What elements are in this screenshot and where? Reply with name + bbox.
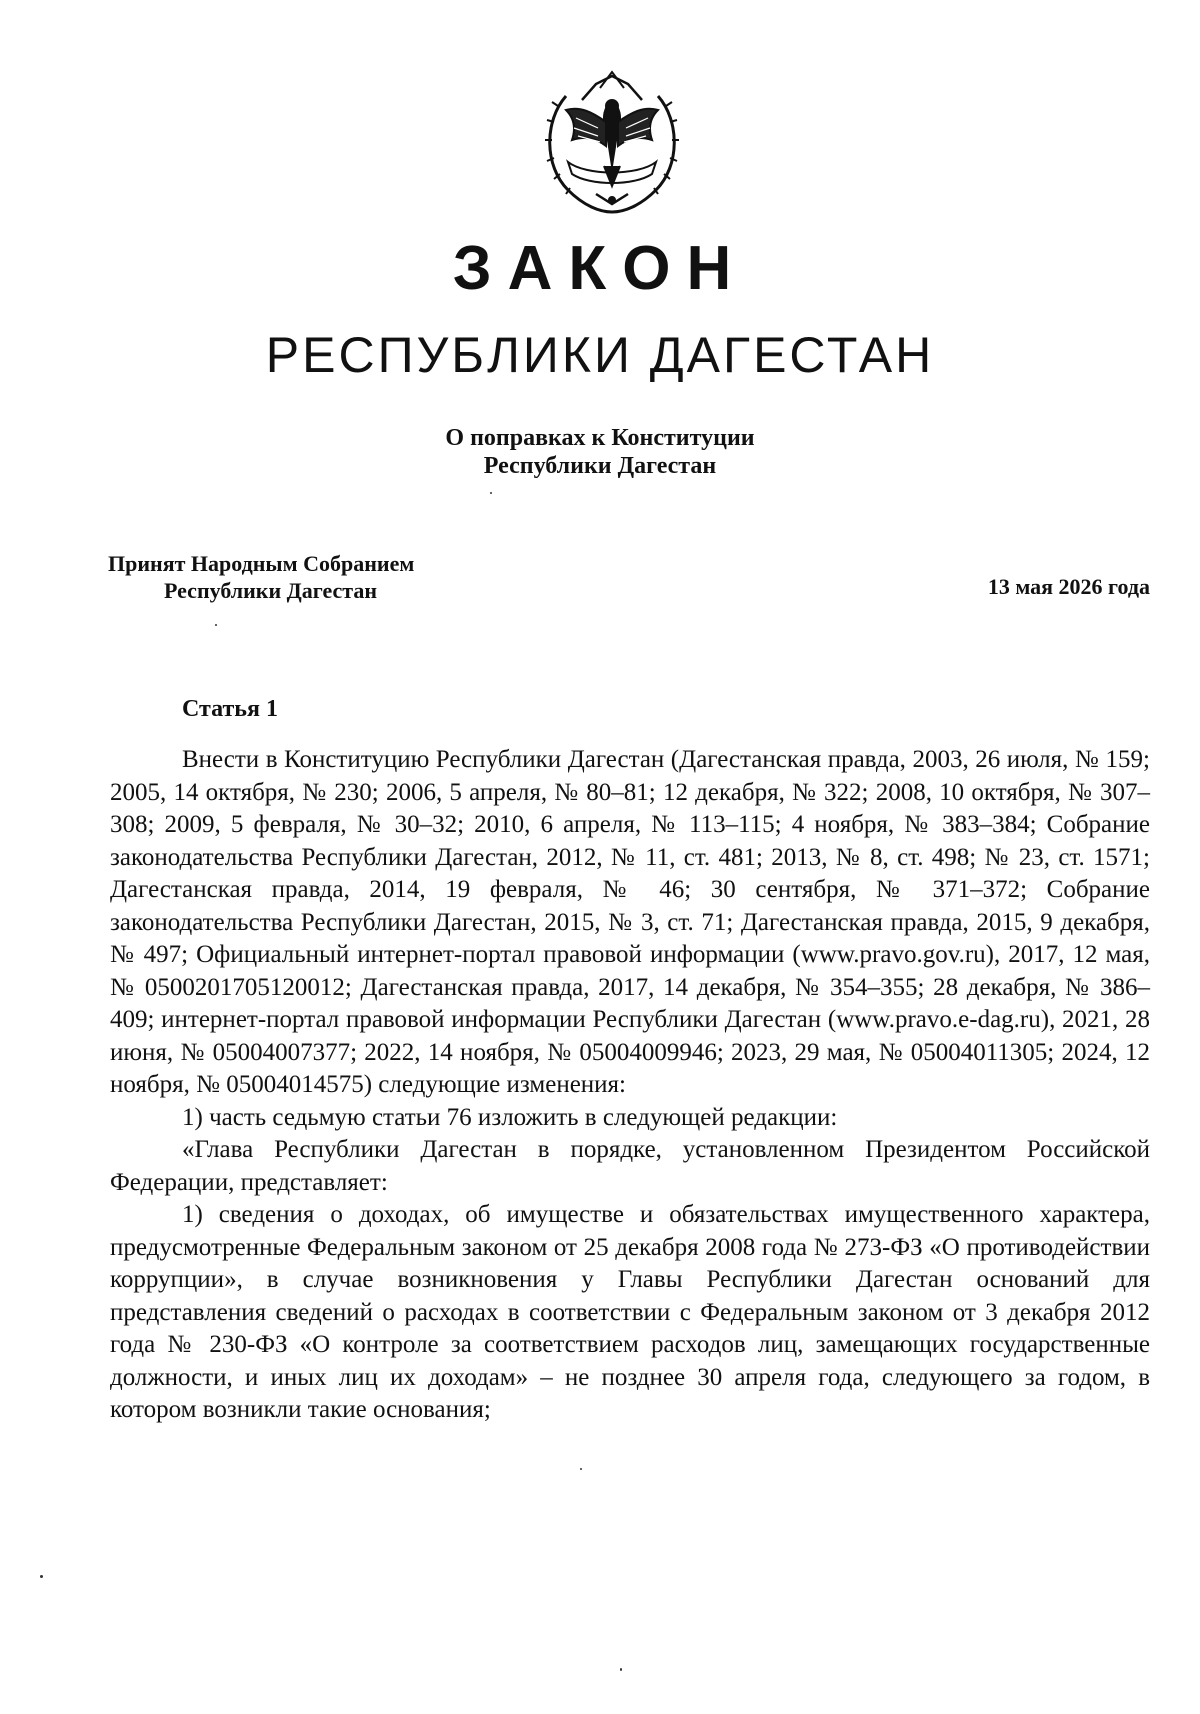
scan-speck <box>620 1668 622 1671</box>
law-subject-line1: О поправках к Конституции <box>445 425 755 451</box>
article-paragraph: 1) часть седьмую статьи 76 изложить в следующей редакции: <box>182 1103 838 1131</box>
law-subject <box>0 424 1200 480</box>
scan-speck <box>490 492 492 494</box>
article-paragraph: 1) сведения о доходах, об имуществе и обязательствах имущественного характера, предусмотренные Федеральным законом от 25 декабря 2008 года № 273-ФЗ «О противодействии коррупции», в случае возникновения у Главы Республики Дагестан оснований для представления сведений о расходах в соответствии с Федеральным законом от 3 декабря 2012 года № 230-ФЗ «О контроле за соответствием расходов лиц, замещающих государственные должности, и иных лиц их доходам» – не позднее 30 апреля года, следующего за годом, в котором возникли такие основания; <box>110 1201 1150 1423</box>
scan-speck <box>215 624 217 626</box>
article-paragraph: Внести в Конституцию Республики Дагестан (Дагестанская правда, 2003, 26 июля, № 159; 2005, 14 октября, № 230; 2006, 5 апреля, № 80–81; 12 декабря, № 322; 2008, 10 октября, № 307–308; 2009, 5 февраля, № 30–32; 2010, 6 апреля, № 113–115; 4 ноября, № 383–384; Собрание законодательства Республики Дагестан, 2012, № 11, ст. 481; 2013, № 8, ст. 498; № 23, ст. 1571; Дагестанская правда, 2014, 19 февраля, № 46; 30 сентября, № 371–372; Собрание законодательства Республики Дагестан, 2015, № 3, ст. 71; Дагестанская правда, 2015, 9 декабря, № 497; Официальный интернет-портал правовой информации (www.pravo.gov.ru), 2017, 12 мая, № 0500201705120012; Дагестанская правда, 2017, 14 декабря, № 354–355; 28 декабря, № 386–409; интернет-портал правовой информации Республики Дагестан (www.pravo.e-dag.ru), 2021, 28 июня, № 05004007377; 2022, 14 ноября, № 05004009946; 2023, 29 мая, № 05004011305; 2024, 12 ноября, № 05004014575) следующие изменения: <box>110 746 1150 1098</box>
adoption-line1: Принят Народным Собранием <box>108 551 415 576</box>
adoption-line2: Республики Дагестан <box>164 578 378 603</box>
article-body <box>110 744 1150 1427</box>
adoption-authority <box>108 550 414 604</box>
adoption-date: 13 мая 2026 года <box>987 574 1150 599</box>
article-heading: Статья 1 <box>182 696 278 722</box>
article-paragraph: «Глава Республики Дагестан в порядке, установленном Президентом Российской Федерации, представляет: <box>110 1136 1150 1196</box>
scan-speck <box>40 1575 43 1578</box>
law-subject-line2: Республики Дагестан <box>483 453 717 479</box>
document-title: ЗАКОН <box>452 234 748 303</box>
coat-of-arms-icon <box>536 66 688 216</box>
document-subtitle: РЕСПУБЛИКИ ДАГЕСТАН <box>265 327 935 383</box>
scan-speck <box>580 1468 582 1470</box>
